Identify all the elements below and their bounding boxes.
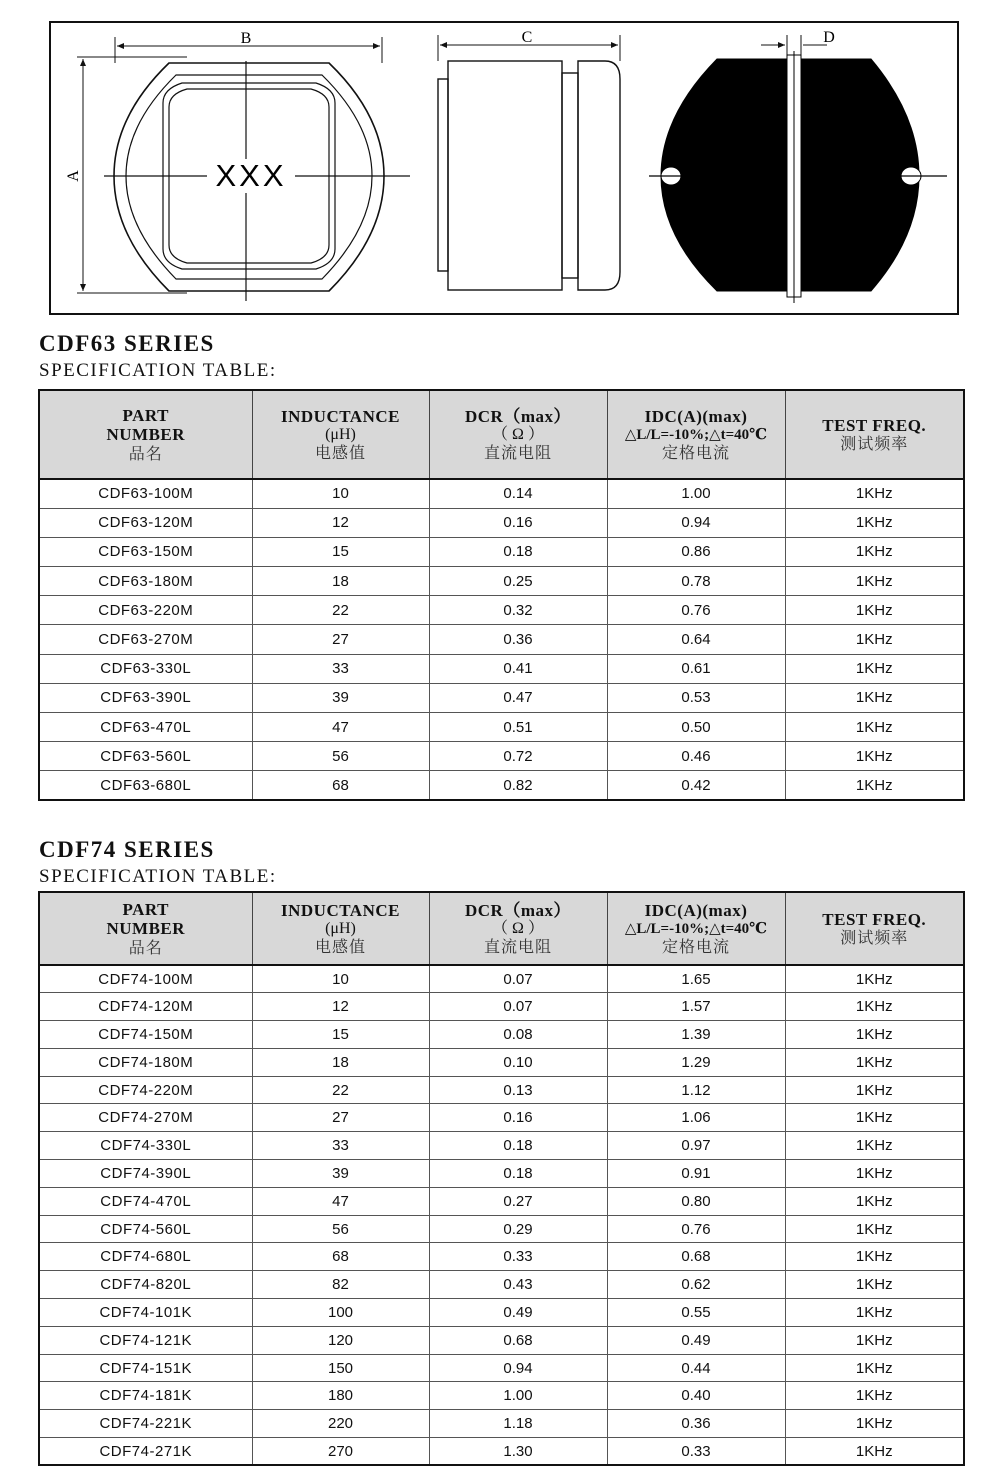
idc-cell: 0.64 xyxy=(607,625,785,654)
idc-cell: 0.44 xyxy=(607,1354,785,1382)
inductance-cell: 33 xyxy=(252,654,429,683)
idc-cell: 1.65 xyxy=(607,965,785,993)
idc-cell: 0.86 xyxy=(607,537,785,566)
test-freq-cell: 1KHz xyxy=(785,654,964,683)
test-freq-cell: 1KHz xyxy=(785,1104,964,1132)
table-row xyxy=(39,1048,964,1076)
test-freq-cell: 1KHz xyxy=(785,479,964,508)
dcr-cell: 1.18 xyxy=(429,1410,607,1438)
part-number-cell: CDF74-220M xyxy=(39,1076,252,1104)
part-number-cell: CDF63-100M xyxy=(39,479,252,508)
part-number-cell: CDF63-220M xyxy=(39,596,252,625)
inductance-cell: 15 xyxy=(252,1021,429,1049)
cdf63-table-body xyxy=(39,479,964,800)
inductance-cell: 270 xyxy=(252,1438,429,1466)
dcr-cell: 0.51 xyxy=(429,713,607,742)
dcr-cell: 0.49 xyxy=(429,1299,607,1327)
table-row xyxy=(39,993,964,1021)
inductance-cell: 18 xyxy=(252,567,429,596)
test-freq-cell: 1KHz xyxy=(785,1243,964,1271)
table-row xyxy=(39,508,964,537)
dcr-cell: 0.25 xyxy=(429,567,607,596)
test-freq-cell: 1KHz xyxy=(785,1326,964,1354)
test-freq-cell: 1KHz xyxy=(785,1438,964,1466)
part-number-cell: CDF74-100M xyxy=(39,965,252,993)
table-row xyxy=(39,479,964,508)
dcr-cell: 0.16 xyxy=(429,1104,607,1132)
test-freq-cell: 1KHz xyxy=(785,1048,964,1076)
inductance-cell: 39 xyxy=(252,683,429,712)
idc-cell: 0.61 xyxy=(607,654,785,683)
dcr-cell: 0.16 xyxy=(429,508,607,537)
inductance-cell: 27 xyxy=(252,625,429,654)
table-row xyxy=(39,742,964,771)
dcr-cell: 0.18 xyxy=(429,537,607,566)
part-number-cell: CDF74-820L xyxy=(39,1271,252,1299)
cdf74-table-body xyxy=(39,965,964,1465)
cdf63-spec-table xyxy=(38,389,965,801)
test-freq-cell: 1KHz xyxy=(785,1354,964,1382)
idc-cell: 0.94 xyxy=(607,508,785,537)
test-freq-cell: 1KHz xyxy=(785,1382,964,1410)
inductance-cell: 47 xyxy=(252,1187,429,1215)
test-freq-cell: 1KHz xyxy=(785,1160,964,1188)
inductance-cell: 18 xyxy=(252,1048,429,1076)
table-row xyxy=(39,713,964,742)
idc-cell: 0.55 xyxy=(607,1299,785,1327)
test-freq-cell: 1KHz xyxy=(785,1132,964,1160)
part-number-cell: CDF74-330L xyxy=(39,1132,252,1160)
idc-cell: 0.68 xyxy=(607,1243,785,1271)
table-row xyxy=(39,1160,964,1188)
inductance-cell: 22 xyxy=(252,1076,429,1104)
part-number-cell: CDF74-101K xyxy=(39,1299,252,1327)
dimension-drawing xyxy=(49,21,959,315)
part-number-cell: CDF74-120M xyxy=(39,993,252,1021)
inductance-cell: 68 xyxy=(252,771,429,800)
table-row xyxy=(39,1326,964,1354)
idc-cell: 1.12 xyxy=(607,1076,785,1104)
dcr-cell: 0.82 xyxy=(429,771,607,800)
part-number-cell: CDF63-270M xyxy=(39,625,252,654)
part-number-cell: CDF63-120M xyxy=(39,508,252,537)
part-number-cell: CDF74-680L xyxy=(39,1243,252,1271)
idc-cell: 0.76 xyxy=(607,596,785,625)
dcr-cell: 0.14 xyxy=(429,479,607,508)
table-row xyxy=(39,567,964,596)
part-number-cell: CDF63-330L xyxy=(39,654,252,683)
cdf74-spec-title: SPECIFICATION TABLE: xyxy=(39,866,277,887)
test-freq-cell: 1KHz xyxy=(785,1076,964,1104)
part-number-cell: CDF63-680L xyxy=(39,771,252,800)
inductance-cell: 10 xyxy=(252,965,429,993)
inductance-cell: 33 xyxy=(252,1132,429,1160)
table-row xyxy=(39,1271,964,1299)
test-freq-cell: 1KHz xyxy=(785,567,964,596)
table-row xyxy=(39,1187,964,1215)
part-number-cell: CDF63-150M xyxy=(39,537,252,566)
part-number-cell: CDF63-180M xyxy=(39,567,252,596)
part-number-cell: CDF74-181K xyxy=(39,1382,252,1410)
col-part-number: PART NUMBER 品名 xyxy=(39,892,252,965)
dim-c-label: C xyxy=(521,29,533,46)
dcr-cell: 0.10 xyxy=(429,1048,607,1076)
table-row xyxy=(39,1382,964,1410)
idc-cell: 1.57 xyxy=(607,993,785,1021)
inductance-cell: 68 xyxy=(252,1243,429,1271)
test-freq-cell: 1KHz xyxy=(785,965,964,993)
col-dcr: DCR（max） （ Ω ） 直流电阻 xyxy=(429,892,607,965)
col-test-freq: TEST FREQ. 测试频率 xyxy=(785,390,964,479)
cdf63-spec-title: SPECIFICATION TABLE: xyxy=(39,360,277,381)
idc-cell: 0.76 xyxy=(607,1215,785,1243)
inductance-cell: 15 xyxy=(252,537,429,566)
top-view xyxy=(65,30,410,301)
test-freq-cell: 1KHz xyxy=(785,683,964,712)
test-freq-cell: 1KHz xyxy=(785,508,964,537)
idc-cell: 0.78 xyxy=(607,567,785,596)
dcr-cell: 0.08 xyxy=(429,1021,607,1049)
part-number-cell: CDF63-470L xyxy=(39,713,252,742)
dcr-cell: 0.47 xyxy=(429,683,607,712)
part-number-cell: CDF74-150M xyxy=(39,1021,252,1049)
part-number-cell: CDF74-270M xyxy=(39,1104,252,1132)
inductance-cell: 120 xyxy=(252,1326,429,1354)
dim-a-label: A xyxy=(65,170,82,182)
test-freq-cell: 1KHz xyxy=(785,1410,964,1438)
part-number-cell: CDF74-121K xyxy=(39,1326,252,1354)
table-row xyxy=(39,683,964,712)
col-inductance: INDUCTANCE (μH) 电感值 xyxy=(252,390,429,479)
part-number-cell: CDF63-560L xyxy=(39,742,252,771)
test-freq-cell: 1KHz xyxy=(785,537,964,566)
test-freq-cell: 1KHz xyxy=(785,1021,964,1049)
col-idc: IDC(A)(max) △L/L=-10%;△t=40℃ 定格电流 xyxy=(607,892,785,965)
inductance-cell: 47 xyxy=(252,713,429,742)
col-inductance: INDUCTANCE (μH) 电感值 xyxy=(252,892,429,965)
table-row xyxy=(39,1132,964,1160)
dcr-cell: 1.30 xyxy=(429,1438,607,1466)
idc-cell: 0.40 xyxy=(607,1382,785,1410)
idc-cell: 1.29 xyxy=(607,1048,785,1076)
idc-cell: 0.62 xyxy=(607,1271,785,1299)
inductance-cell: 150 xyxy=(252,1354,429,1382)
dcr-cell: 0.13 xyxy=(429,1076,607,1104)
part-number-cell: CDF74-271K xyxy=(39,1438,252,1466)
idc-cell: 0.46 xyxy=(607,742,785,771)
part-number-cell: CDF74-151K xyxy=(39,1354,252,1382)
table-row xyxy=(39,965,964,993)
inductance-cell: 82 xyxy=(252,1271,429,1299)
inductance-cell: 180 xyxy=(252,1382,429,1410)
inductance-cell: 220 xyxy=(252,1410,429,1438)
dcr-cell: 0.18 xyxy=(429,1132,607,1160)
idc-cell: 0.80 xyxy=(607,1187,785,1215)
idc-cell: 1.00 xyxy=(607,479,785,508)
idc-cell: 0.53 xyxy=(607,683,785,712)
test-freq-cell: 1KHz xyxy=(785,742,964,771)
cdf63-series-title: CDF63 SERIES xyxy=(39,331,215,356)
dcr-cell: 0.29 xyxy=(429,1215,607,1243)
inductance-cell: 39 xyxy=(252,1160,429,1188)
cdf74-spec-table xyxy=(38,891,965,1466)
inductance-cell: 12 xyxy=(252,993,429,1021)
inductance-cell: 100 xyxy=(252,1299,429,1327)
table-row xyxy=(39,596,964,625)
dcr-cell: 0.36 xyxy=(429,625,607,654)
dcr-cell: 0.18 xyxy=(429,1160,607,1188)
dcr-cell: 0.41 xyxy=(429,654,607,683)
idc-cell: 0.36 xyxy=(607,1410,785,1438)
table-row xyxy=(39,1104,964,1132)
inductance-cell: 10 xyxy=(252,479,429,508)
idc-cell: 0.49 xyxy=(607,1326,785,1354)
dim-d-label: D xyxy=(823,29,835,46)
table-row xyxy=(39,654,964,683)
part-number-cell: CDF74-180M xyxy=(39,1048,252,1076)
dim-b-label: B xyxy=(240,30,252,47)
col-dcr: DCR（max） （ Ω ） 直流电阻 xyxy=(429,390,607,479)
inductance-cell: 27 xyxy=(252,1104,429,1132)
idc-cell: 0.97 xyxy=(607,1132,785,1160)
test-freq-cell: 1KHz xyxy=(785,1187,964,1215)
part-number-cell: CDF74-470L xyxy=(39,1187,252,1215)
dcr-cell: 0.07 xyxy=(429,993,607,1021)
dcr-cell: 0.72 xyxy=(429,742,607,771)
inductance-cell: 56 xyxy=(252,1215,429,1243)
idc-cell: 0.91 xyxy=(607,1160,785,1188)
table-header-row xyxy=(39,390,964,479)
col-test-freq: TEST FREQ. 测试频率 xyxy=(785,892,964,965)
table-row xyxy=(39,1299,964,1327)
dcr-cell: 1.00 xyxy=(429,1382,607,1410)
test-freq-cell: 1KHz xyxy=(785,993,964,1021)
dcr-cell: 0.07 xyxy=(429,965,607,993)
part-number-cell: CDF74-221K xyxy=(39,1410,252,1438)
table-row xyxy=(39,1438,964,1466)
idc-cell: 0.50 xyxy=(607,713,785,742)
table-row xyxy=(39,771,964,800)
idc-cell: 1.39 xyxy=(607,1021,785,1049)
idc-cell: 0.33 xyxy=(607,1438,785,1466)
table-row xyxy=(39,1021,964,1049)
dcr-cell: 0.32 xyxy=(429,596,607,625)
test-freq-cell: 1KHz xyxy=(785,1271,964,1299)
test-freq-cell: 1KHz xyxy=(785,625,964,654)
idc-cell: 1.06 xyxy=(607,1104,785,1132)
test-freq-cell: 1KHz xyxy=(785,1215,964,1243)
dcr-cell: 0.94 xyxy=(429,1354,607,1382)
table-row xyxy=(39,625,964,654)
part-number-cell: CDF74-560L xyxy=(39,1215,252,1243)
table-row xyxy=(39,1243,964,1271)
col-idc: IDC(A)(max) △L/L=-10%;△t=40℃ 定格电流 xyxy=(607,390,785,479)
test-freq-cell: 1KHz xyxy=(785,713,964,742)
side-view xyxy=(438,29,620,290)
inductance-cell: 12 xyxy=(252,508,429,537)
table-row xyxy=(39,1215,964,1243)
part-number-cell: CDF63-390L xyxy=(39,683,252,712)
table-row xyxy=(39,1076,964,1104)
col-part-number: PART NUMBER 品名 xyxy=(39,390,252,479)
test-freq-cell: 1KHz xyxy=(785,1299,964,1327)
inductance-cell: 56 xyxy=(252,742,429,771)
table-header-row xyxy=(39,892,964,965)
dcr-cell: 0.43 xyxy=(429,1271,607,1299)
marking-label: XXX xyxy=(215,158,287,193)
table-row xyxy=(39,1410,964,1438)
test-freq-cell: 1KHz xyxy=(785,596,964,625)
dcr-cell: 0.68 xyxy=(429,1326,607,1354)
cdf74-series-title: CDF74 SERIES xyxy=(39,837,215,862)
idc-cell: 0.42 xyxy=(607,771,785,800)
table-row xyxy=(39,1354,964,1382)
dcr-cell: 0.33 xyxy=(429,1243,607,1271)
table-row xyxy=(39,537,964,566)
part-number-cell: CDF74-390L xyxy=(39,1160,252,1188)
bottom-view xyxy=(649,29,947,303)
inductance-cell: 22 xyxy=(252,596,429,625)
dcr-cell: 0.27 xyxy=(429,1187,607,1215)
test-freq-cell: 1KHz xyxy=(785,771,964,800)
